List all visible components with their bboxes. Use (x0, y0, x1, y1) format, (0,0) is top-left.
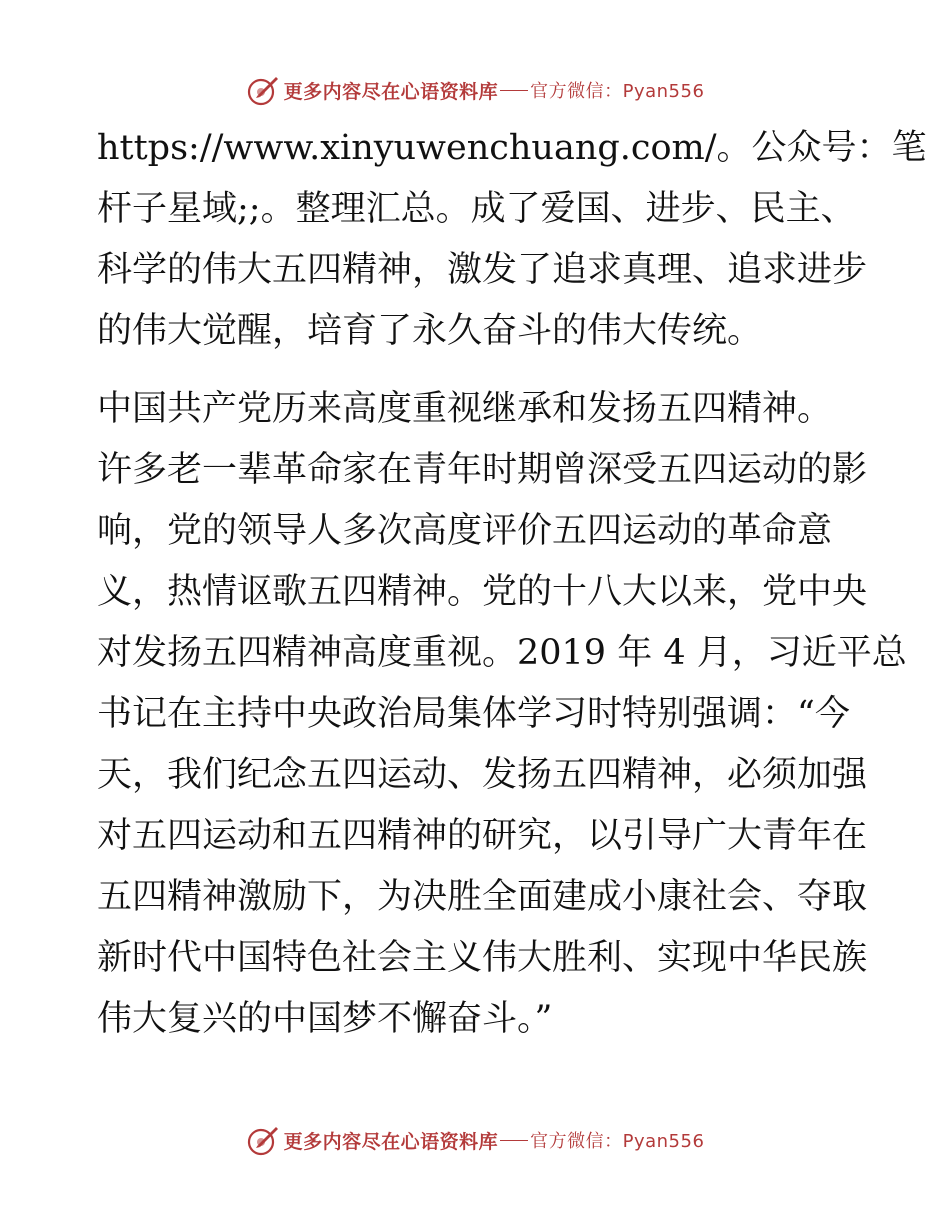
text-line: 许多老一辈革命家在青年时期曾深受五四运动的影 (97, 450, 868, 490)
footer-banner-dash (500, 1140, 528, 1141)
text-line: 义，热情讴歌五四精神。党的十八大以来，党中央 (97, 572, 868, 612)
text-line: 科学的伟大五四精神，激发了追求真理、追求进步 (97, 250, 868, 290)
footer-official-text: 官方微信：Pyan556 (530, 1131, 705, 1152)
text-line: 对发扬五四精神高度重视。2019 年 4 月，习近平总 (97, 633, 907, 673)
quill-circle-icon (246, 73, 280, 107)
document-body (97, 118, 927, 1050)
text-line: 伟大复兴的中国梦不懈奋斗。” (97, 999, 553, 1039)
text-line: 五四精神激励下，为决胜全面建成小康社会、夺取 (97, 877, 868, 917)
text-line: 对五四运动和五四精神的研究，以引导广大青年在 (97, 816, 868, 856)
header-banner-text: 更多内容尽在心语资料库 (283, 80, 499, 103)
text-line: 响，党的领导人多次高度评价五四运动的革命意 (97, 511, 833, 551)
paragraph-gap (97, 362, 852, 379)
header-banner-dash (500, 90, 528, 91)
header-watermark-banner (0, 70, 950, 110)
paragraph-2 (97, 379, 907, 1050)
text-line: https://www.xinyuwenchuang.com/。公众号：笔 (97, 128, 927, 168)
header-official-text: 官方微信：Pyan556 (530, 81, 705, 102)
text-line: 天，我们纪念五四运动、发扬五四精神，必须加强 (97, 755, 868, 795)
text-line: 的伟大觉醒，培育了永久奋斗的伟大传统。 (97, 311, 763, 351)
text-line: 中国共产党历来高度重视继承和发扬五四精神。 (97, 389, 833, 429)
text-line: 书记在主持中央政治局集体学习时特别强调：“今 (97, 694, 850, 734)
quill-circle-icon (246, 1123, 280, 1157)
text-line: 杆子星域;;。整理汇总。成了爱国、进步、民主、 (97, 189, 856, 229)
paragraph-1 (97, 118, 927, 362)
footer-watermark-banner (0, 1120, 950, 1160)
text-line: 新时代中国特色社会主义伟大胜利、实现中华民族 (97, 938, 868, 978)
footer-banner-text: 更多内容尽在心语资料库 (283, 1130, 499, 1153)
